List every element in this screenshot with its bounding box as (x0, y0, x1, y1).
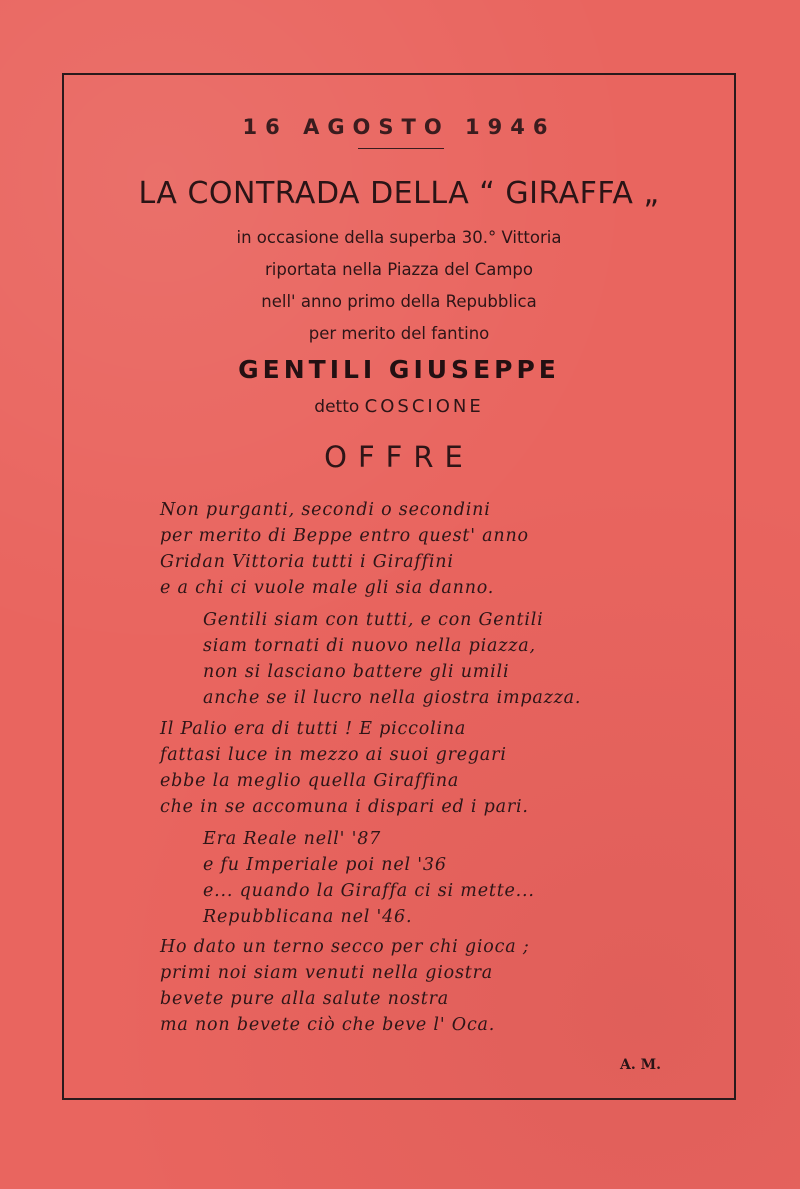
poem-line: e a chi ci vuole male gli sia danno. (160, 578, 495, 598)
poem-stanza-4 (203, 826, 535, 930)
poem-stanza-5 (160, 934, 530, 1038)
poem-stanza-1 (160, 497, 529, 601)
nickname-prefix: detto (314, 397, 360, 417)
poem-line: non si lasciano battere gli umili (203, 662, 510, 682)
poem-line: e... quando la Giraffa ci si mette... (203, 881, 535, 901)
occasion-line: in occasione della superba 30.° Vittoria (236, 228, 562, 247)
poem-line: fattasi luce in mezzo ai suoi gregari (160, 745, 507, 765)
poem-line: primi noi siam venuti nella giostra (160, 963, 493, 983)
nickname: COSCIONE (364, 396, 484, 417)
poem-line: che in se accomuna i dispari ed i pari. (160, 797, 529, 817)
poem-line: per merito di Beppe entro quest' anno (160, 526, 529, 546)
poem-line: Non purganti, secondi o secondini (160, 500, 491, 520)
poem-line: Repubblicana nel '46. (203, 907, 413, 927)
offer-heading: OFFRE (324, 440, 474, 474)
poem-line: Ho dato un terno secco per chi gioca ; (160, 937, 530, 957)
nickname-line (62, 396, 736, 417)
poem-line: Gentili siam con tutti, e con Gentili (203, 610, 544, 630)
location-line: riportata nella Piazza del Campo (265, 260, 533, 279)
poem-line: Gridan Vittoria tutti i Giraffini (160, 552, 454, 572)
poem-stanza-2 (203, 607, 581, 711)
page-title: LA CONTRADA DELLA “ GIRAFFA „ (138, 176, 660, 211)
author-signature: A. M. (620, 1057, 661, 1073)
poem-line: ebbe la meglio quella Giraffina (160, 771, 460, 791)
divider-rule (358, 148, 444, 149)
poem-stanza-3 (160, 716, 529, 820)
merit-line: per merito del fantino (308, 324, 490, 343)
jockey-name: GENTILI GIUSEPPE (238, 355, 560, 384)
date-heading: 16 AGOSTO 1946 (242, 115, 556, 139)
poem-line: ma non bevete ciò che beve l' Oca. (160, 1015, 496, 1035)
poem-line: siam tornati di nuovo nella piazza, (203, 636, 536, 656)
poem-line: bevete pure alla salute nostra (160, 989, 449, 1009)
poem-line: anche se il lucro nella giostra impazza. (203, 688, 582, 708)
poem-line: e fu Imperiale poi nel '36 (203, 855, 447, 875)
year-line: nell' anno primo della Repubblica (261, 292, 537, 311)
poem-line: Il Palio era di tutti ! E piccolina (160, 719, 467, 739)
poem-line: Era Reale nell' '87 (203, 829, 382, 849)
